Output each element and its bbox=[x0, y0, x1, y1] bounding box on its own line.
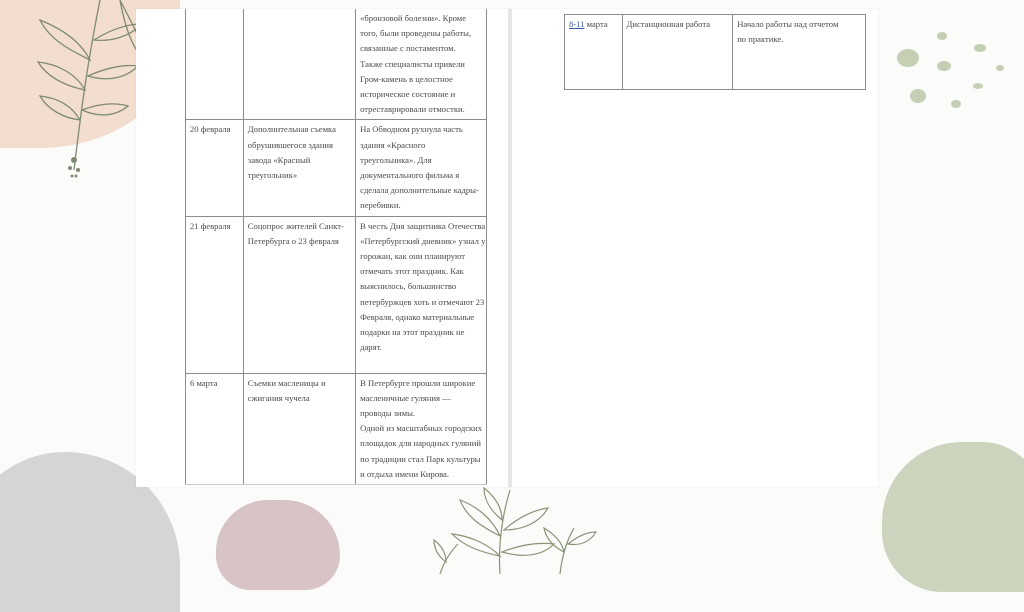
event-line: Петербурга о 23 февраля bbox=[247, 235, 339, 246]
date-cell bbox=[186, 120, 244, 216]
result-cell bbox=[356, 120, 487, 216]
result-line: подарки на этот праздник не bbox=[360, 327, 465, 338]
event-cell bbox=[243, 216, 355, 373]
event-cell bbox=[243, 120, 355, 216]
result-line: В Петербурге прошли широкие bbox=[360, 377, 476, 388]
result-line: дарят. bbox=[360, 342, 382, 353]
leaf-dots-decoration bbox=[890, 28, 1020, 128]
table-row bbox=[186, 9, 487, 120]
date-cell bbox=[186, 373, 244, 484]
date-text: 6 марта bbox=[190, 377, 218, 388]
date-link[interactable]: 8-11 bbox=[569, 19, 585, 29]
table-row bbox=[186, 373, 487, 484]
result-line: историческое состояние и bbox=[360, 89, 456, 100]
event-cell bbox=[622, 15, 733, 90]
result-line: по практике. bbox=[737, 34, 784, 45]
event-line: Соцопрос жителей Санкт- bbox=[247, 220, 344, 231]
result-line: здания «Красного bbox=[360, 139, 426, 150]
event-line: Дистанционная работа bbox=[626, 19, 711, 29]
pink-blob-decoration bbox=[216, 500, 340, 590]
result-cell bbox=[356, 216, 487, 373]
event-line: треугольник» bbox=[247, 170, 298, 181]
result-line: «Петербургский дневник» узнал у bbox=[360, 235, 486, 246]
event-line: обрушившегося здания bbox=[247, 139, 333, 150]
result-line: На Обводном рухнула часть bbox=[360, 124, 463, 135]
result-line: горожан, как они планируют bbox=[360, 251, 466, 262]
result-cell bbox=[733, 15, 866, 90]
result-cell bbox=[356, 9, 487, 120]
practice-log-table-left bbox=[185, 9, 487, 485]
date-text: марта bbox=[584, 19, 608, 29]
result-line: Гром-камень в целостное bbox=[360, 73, 453, 84]
result-line: площадок для народных гуляний bbox=[360, 438, 481, 449]
result-line: Начало работы над отчетом bbox=[737, 19, 839, 29]
result-line: В честь Дня защитника Отечества bbox=[360, 220, 486, 231]
result-line: Февраля, однако материальные bbox=[360, 311, 475, 322]
document-page bbox=[136, 9, 878, 487]
date-cell bbox=[186, 216, 244, 373]
result-line: документального фильма я bbox=[360, 170, 460, 181]
event-line: завода «Красный bbox=[247, 154, 311, 165]
practice-log-table-right bbox=[564, 14, 866, 90]
result-line: Одной из масштабных городских bbox=[360, 423, 483, 434]
result-line: отмечать этот праздник. Как bbox=[360, 266, 464, 277]
event-line: сжигания чучела bbox=[247, 392, 310, 403]
event-line: Съемки масленицы и bbox=[247, 377, 326, 388]
result-cell bbox=[356, 373, 487, 484]
result-line: связанные с постаментом. bbox=[360, 43, 456, 54]
result-line: «бронзовой болезни». Кроме bbox=[360, 13, 467, 23]
result-line: сделала дополнительные кадры- bbox=[360, 185, 479, 196]
result-line: петербуржцев хоть и отмечают 23 bbox=[360, 296, 485, 307]
result-line: по традиции стал Парк культуры bbox=[360, 453, 481, 464]
table-row bbox=[186, 216, 487, 373]
result-line: проводы зимы. bbox=[360, 408, 416, 419]
date-cell bbox=[565, 15, 623, 90]
leaf-sprig-icon bbox=[430, 486, 600, 574]
date-cell bbox=[186, 9, 244, 120]
result-line: Также специалисты привели bbox=[360, 58, 465, 69]
sage-blob-decoration bbox=[882, 442, 1024, 592]
event-cell bbox=[243, 9, 355, 120]
table-row bbox=[565, 15, 866, 90]
result-line: перебивки. bbox=[360, 200, 401, 211]
result-line: отреставрировали отмостки. bbox=[360, 104, 465, 115]
date-text: 20 февраля bbox=[190, 124, 231, 135]
result-line: треугольника». Для bbox=[360, 154, 432, 165]
page-separator bbox=[508, 9, 512, 487]
table-row bbox=[186, 120, 487, 216]
event-cell bbox=[243, 373, 355, 484]
result-line: и отдыха имени Кирова. bbox=[360, 468, 450, 479]
date-text: 21 февраля bbox=[190, 220, 231, 231]
event-line: Дополнительная съемка bbox=[247, 124, 336, 135]
result-line: выяснилось, большинство bbox=[360, 281, 457, 292]
result-line: масленичные гуляния — bbox=[360, 392, 451, 403]
result-line: того, были проведены работы, bbox=[360, 28, 472, 39]
